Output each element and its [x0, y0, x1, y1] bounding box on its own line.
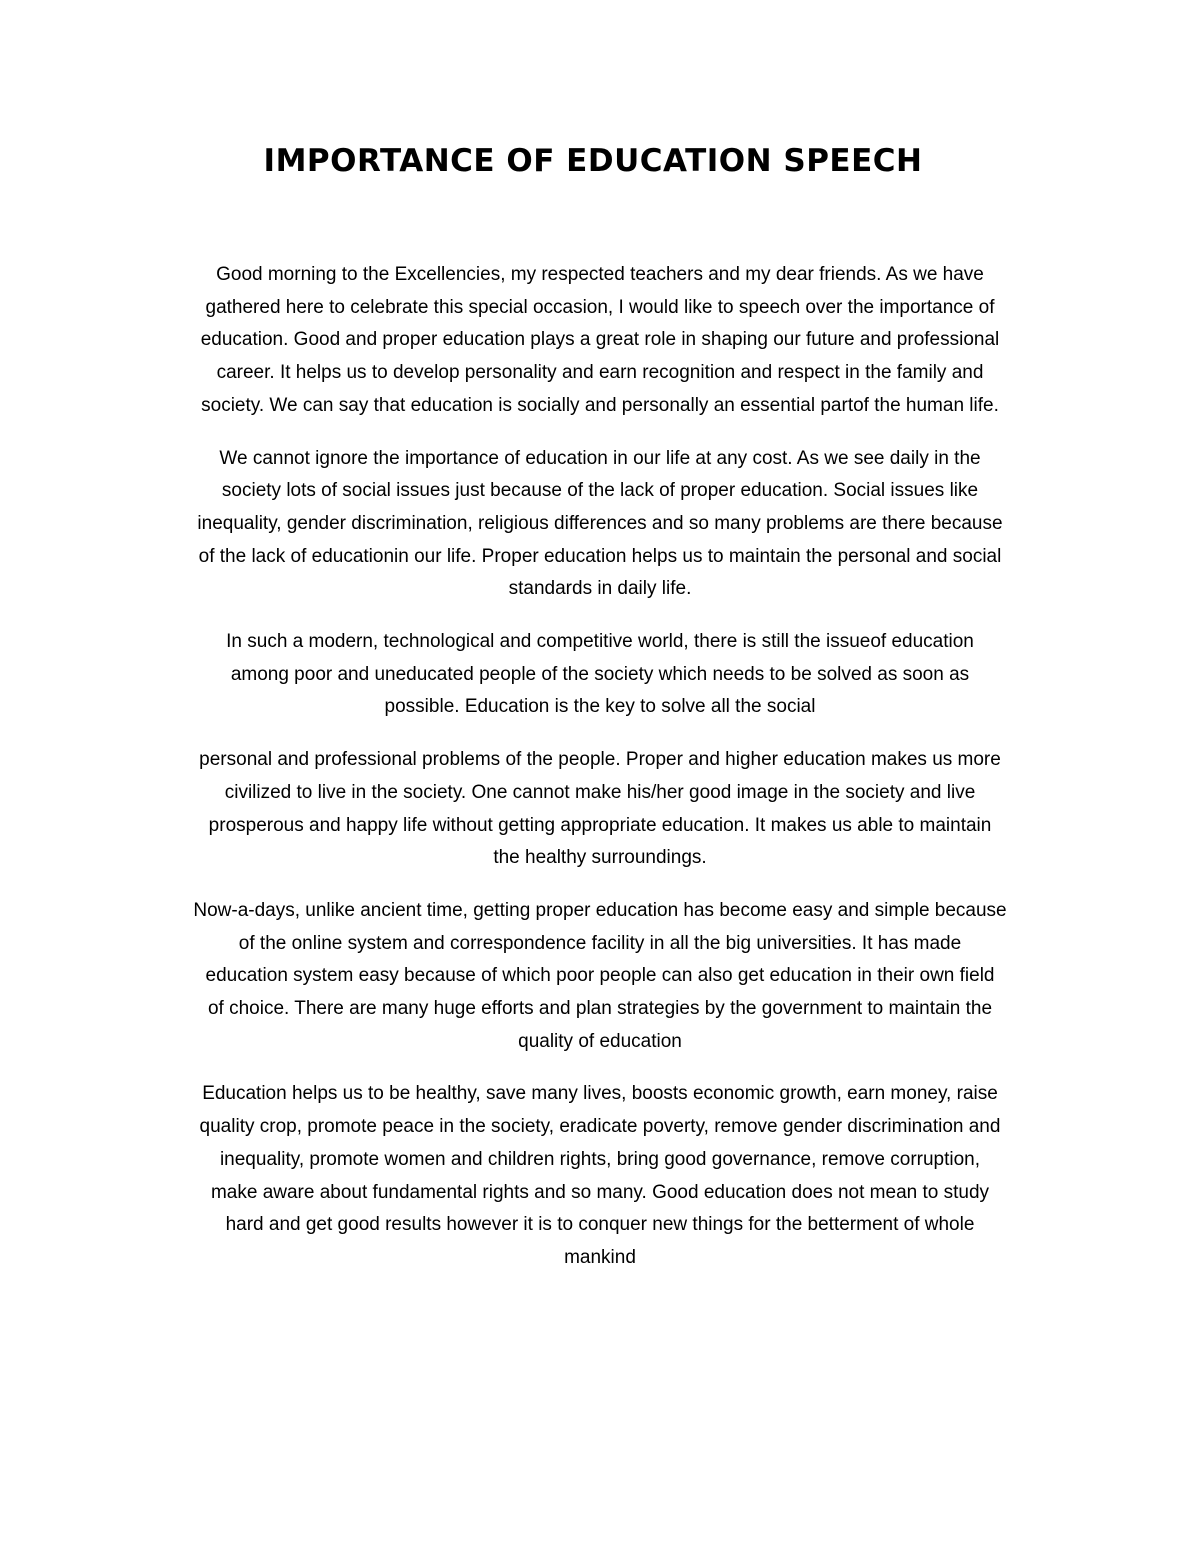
text-line: In such a modern, technological and competitive world, there is still the issueof education	[226, 631, 974, 653]
text-line: quality of education	[518, 1030, 682, 1052]
text-line: We cannot ignore the importance of education in our life at any cost. As we see daily in the	[219, 447, 981, 469]
text-line: Good morning to the Excellencies, my respected teachers and my dear friends. As we have	[216, 264, 984, 285]
text-line: mankind	[564, 1246, 636, 1268]
text-line: of choice. There are many huge efforts and plan strategies by the government to maintain the	[207, 998, 993, 1020]
paragraph-5	[132, 895, 1068, 1059]
text-line: quality crop, promote peace in the society, eradicate poverty, remove gender discrimination and	[199, 1116, 1001, 1138]
text-line: civilized to live in the society. One cannot make his/her good image in the society and live	[224, 781, 976, 803]
text-line: standards in daily life.	[508, 578, 692, 600]
paragraph-4	[132, 744, 1068, 875]
text-line: education system easy because of which poor people can also get education in their own field	[205, 965, 995, 987]
text-line: the healthy surroundings.	[493, 847, 707, 869]
paragraph-1	[132, 259, 1068, 423]
paragraph-3	[132, 626, 1068, 724]
paragraph-6	[132, 1078, 1068, 1274]
text-line: career. It helps us to develop personality and earn recognition and respect in the family and	[216, 362, 984, 384]
text-line: gathered here to celebrate this special occasion, I would like to speech over the importance of	[205, 296, 995, 318]
document-body	[132, 259, 1068, 1295]
text-line: personal and professional problems of the people. Proper and higher education makes us more	[199, 749, 1001, 771]
text-line: Now-a-days, unlike ancient time, getting proper education has become easy and simple because	[193, 899, 1007, 921]
paragraph-2	[132, 443, 1068, 607]
text-line: possible. Education is the key to solve all the social	[384, 696, 816, 718]
text-line: among poor and uneducated people of the society which needs to be solved as soon as	[230, 663, 970, 685]
text-line: inequality, promote women and children rights, bring good governance, remove corruption,	[219, 1148, 981, 1170]
text-line: make aware about fundamental rights and so many. Good education does not mean to study	[210, 1181, 990, 1203]
text-line: Education helps us to be healthy, save many lives, boosts economic growth, earn money, raise	[202, 1083, 998, 1105]
text-line: prosperous and happy life without getting appropriate education. It makes us able to maintain	[208, 814, 992, 836]
text-line: hard and get good results however it is to conquer new things for the betterment of whole	[225, 1214, 975, 1236]
text-line: society. We can say that education is socially and personally an essential partof the human life.	[201, 394, 999, 416]
document-title: IMPORTANCE OF EDUCATION SPEECH	[263, 143, 923, 179]
text-line: of the lack of educationin our life. Proper education helps us to maintain the personal and social	[198, 545, 1002, 567]
text-line: inequality, gender discrimination, religious differences and so many problems are there because	[197, 512, 1003, 534]
text-line: of the online system and correspondence facility in all the big universities. It has made	[238, 932, 962, 954]
text-line: education. Good and proper education plays a great role in shaping our future and professional	[200, 329, 1000, 351]
text-line: society lots of social issues just because of the lack of proper education. Social issues like	[221, 480, 979, 502]
